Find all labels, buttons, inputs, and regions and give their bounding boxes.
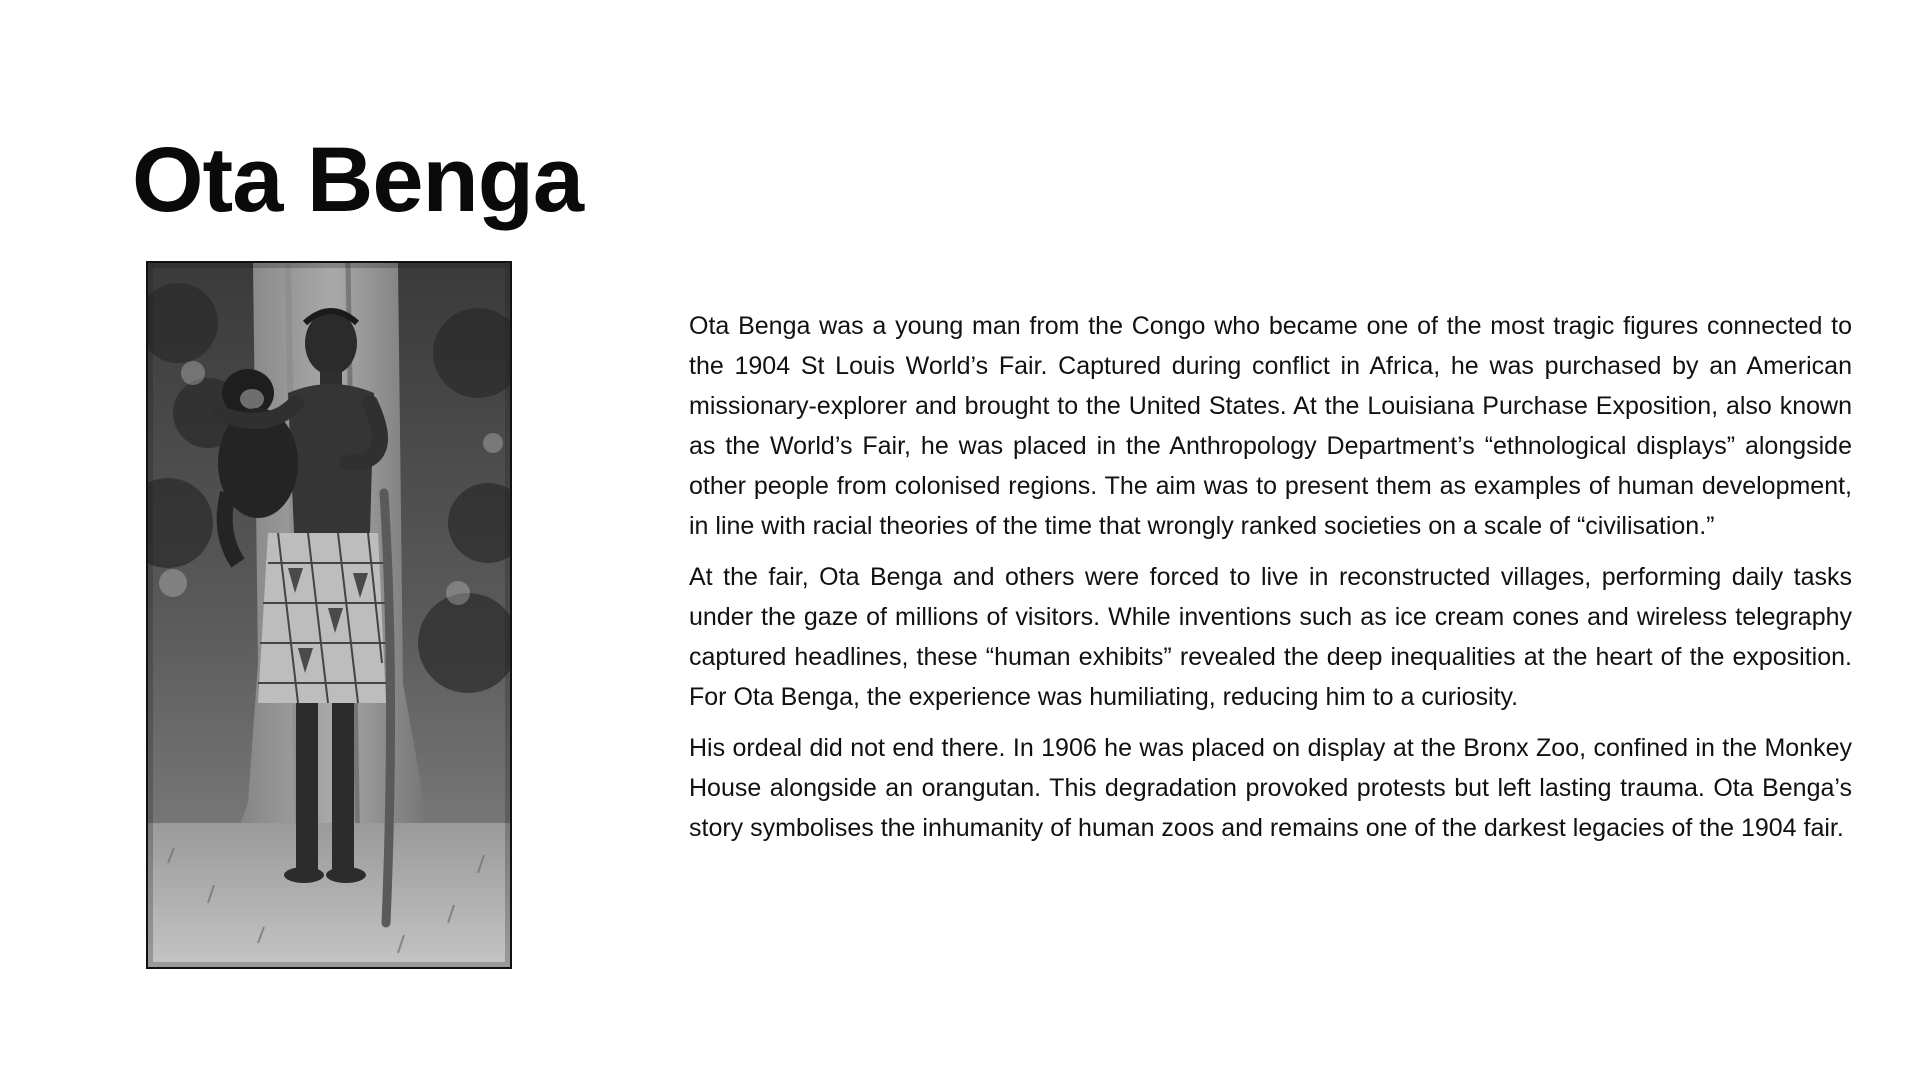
portrait-photo bbox=[146, 261, 512, 969]
paragraph-bronx-zoo: His ordeal did not end there. In 1906 he was placed on display at the Bronx Zoo, confined in the Monkey House alongside an orangutan. This degradation provoked protests but left lasting trauma. Ota Benga’s story symbolises the inhumanity of human zoos and remains one of the darkest legacies of the 1904 fair. bbox=[689, 734, 1852, 842]
paragraph-fair: At the fair, Ota Benga and others were forced to live in reconstructed villages, performing daily tasks under the gaze of millions of visitors. While inventions such as ice cream cones and wireless telegraphy captured headlines, these “human exhibits” revealed the deep inequalities at the heart of the exposition. For Ota Benga, the experience was humiliating, reducing him to a curiosity. bbox=[689, 563, 1852, 711]
photo-illustration bbox=[148, 263, 510, 967]
page-title: Ota Benga bbox=[132, 129, 584, 231]
paragraph-intro: Ota Benga was a young man from the Congo who became one of the most tragic figures connected to the 1904 St Louis World’s Fair. Captured during conflict in Africa, he was purchased by an American missionary-explorer and brought to the United States. At the Louisiana Purchase Exposition, also known as the World’s Fair, he was placed in the Anthropology Department’s “ethnological displays” alongside other people from colonised regions. The aim was to present them as examples of human development, in line with racial theories of the time that wrongly ranked societies on a scale of “civilisation.” bbox=[689, 312, 1852, 540]
article-body bbox=[689, 306, 1852, 859]
